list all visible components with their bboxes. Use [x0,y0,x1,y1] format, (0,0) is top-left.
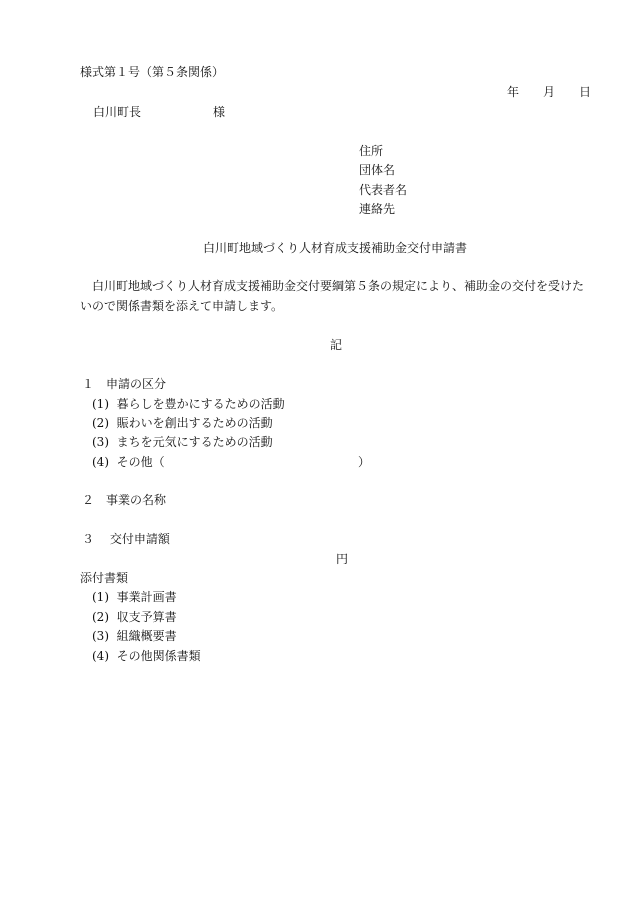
date-year-label: 年 [507,85,520,99]
date-day-label: 日 [579,85,592,99]
body-text: 白川町地域づくり人材育成支援補助金交付要綱第５条の規定により、補助金の交付を受けたいので関係書類を添えて申請します。 [80,279,585,313]
form-number: 様式第１号（第５条関係） [80,65,225,79]
section-1-item-3: (3) まちを元気にするための活動 [92,435,273,449]
addressee-name: 白川町長 [93,105,142,119]
applicant-representative-label: 代表者名 [359,183,408,197]
attachment-item-1: (1) 事業計画書 [92,590,177,604]
date-month-label: 月 [543,85,556,99]
attachment-item-2: (2) 収支予算書 [92,610,177,624]
applicant-organization-label: 団体名 [359,163,396,177]
applicant-address-label: 住所 [359,144,384,158]
section-1-item-4: (4) その他（ [92,455,165,469]
section-3-heading: ３ 交付申請額 [82,532,170,546]
section-2-heading: ２ 事業の名称 [82,493,167,507]
applicant-contact-label: 連絡先 [359,202,396,216]
document-title: 白川町地域づくり人材育成支援補助金交付申請書 [203,241,468,255]
section-1-item-1: (1) 暮らしを豊かにするための活動 [92,397,285,411]
section-1-heading: １ 申請の区分 [82,377,167,391]
addressee-honorific: 様 [213,105,226,119]
attachment-item-3: (3) 組織概要書 [92,629,177,643]
attachments-heading: 添付書類 [80,571,129,585]
section-3-unit: 円 [336,552,349,566]
ki-label: 記 [330,338,343,352]
section-1-item-2: (2) 賑わいを創出するための活動 [92,416,273,430]
attachment-item-4: (4) その他関係書類 [92,649,201,663]
section-1-item-4-close-paren: ） [358,455,371,469]
